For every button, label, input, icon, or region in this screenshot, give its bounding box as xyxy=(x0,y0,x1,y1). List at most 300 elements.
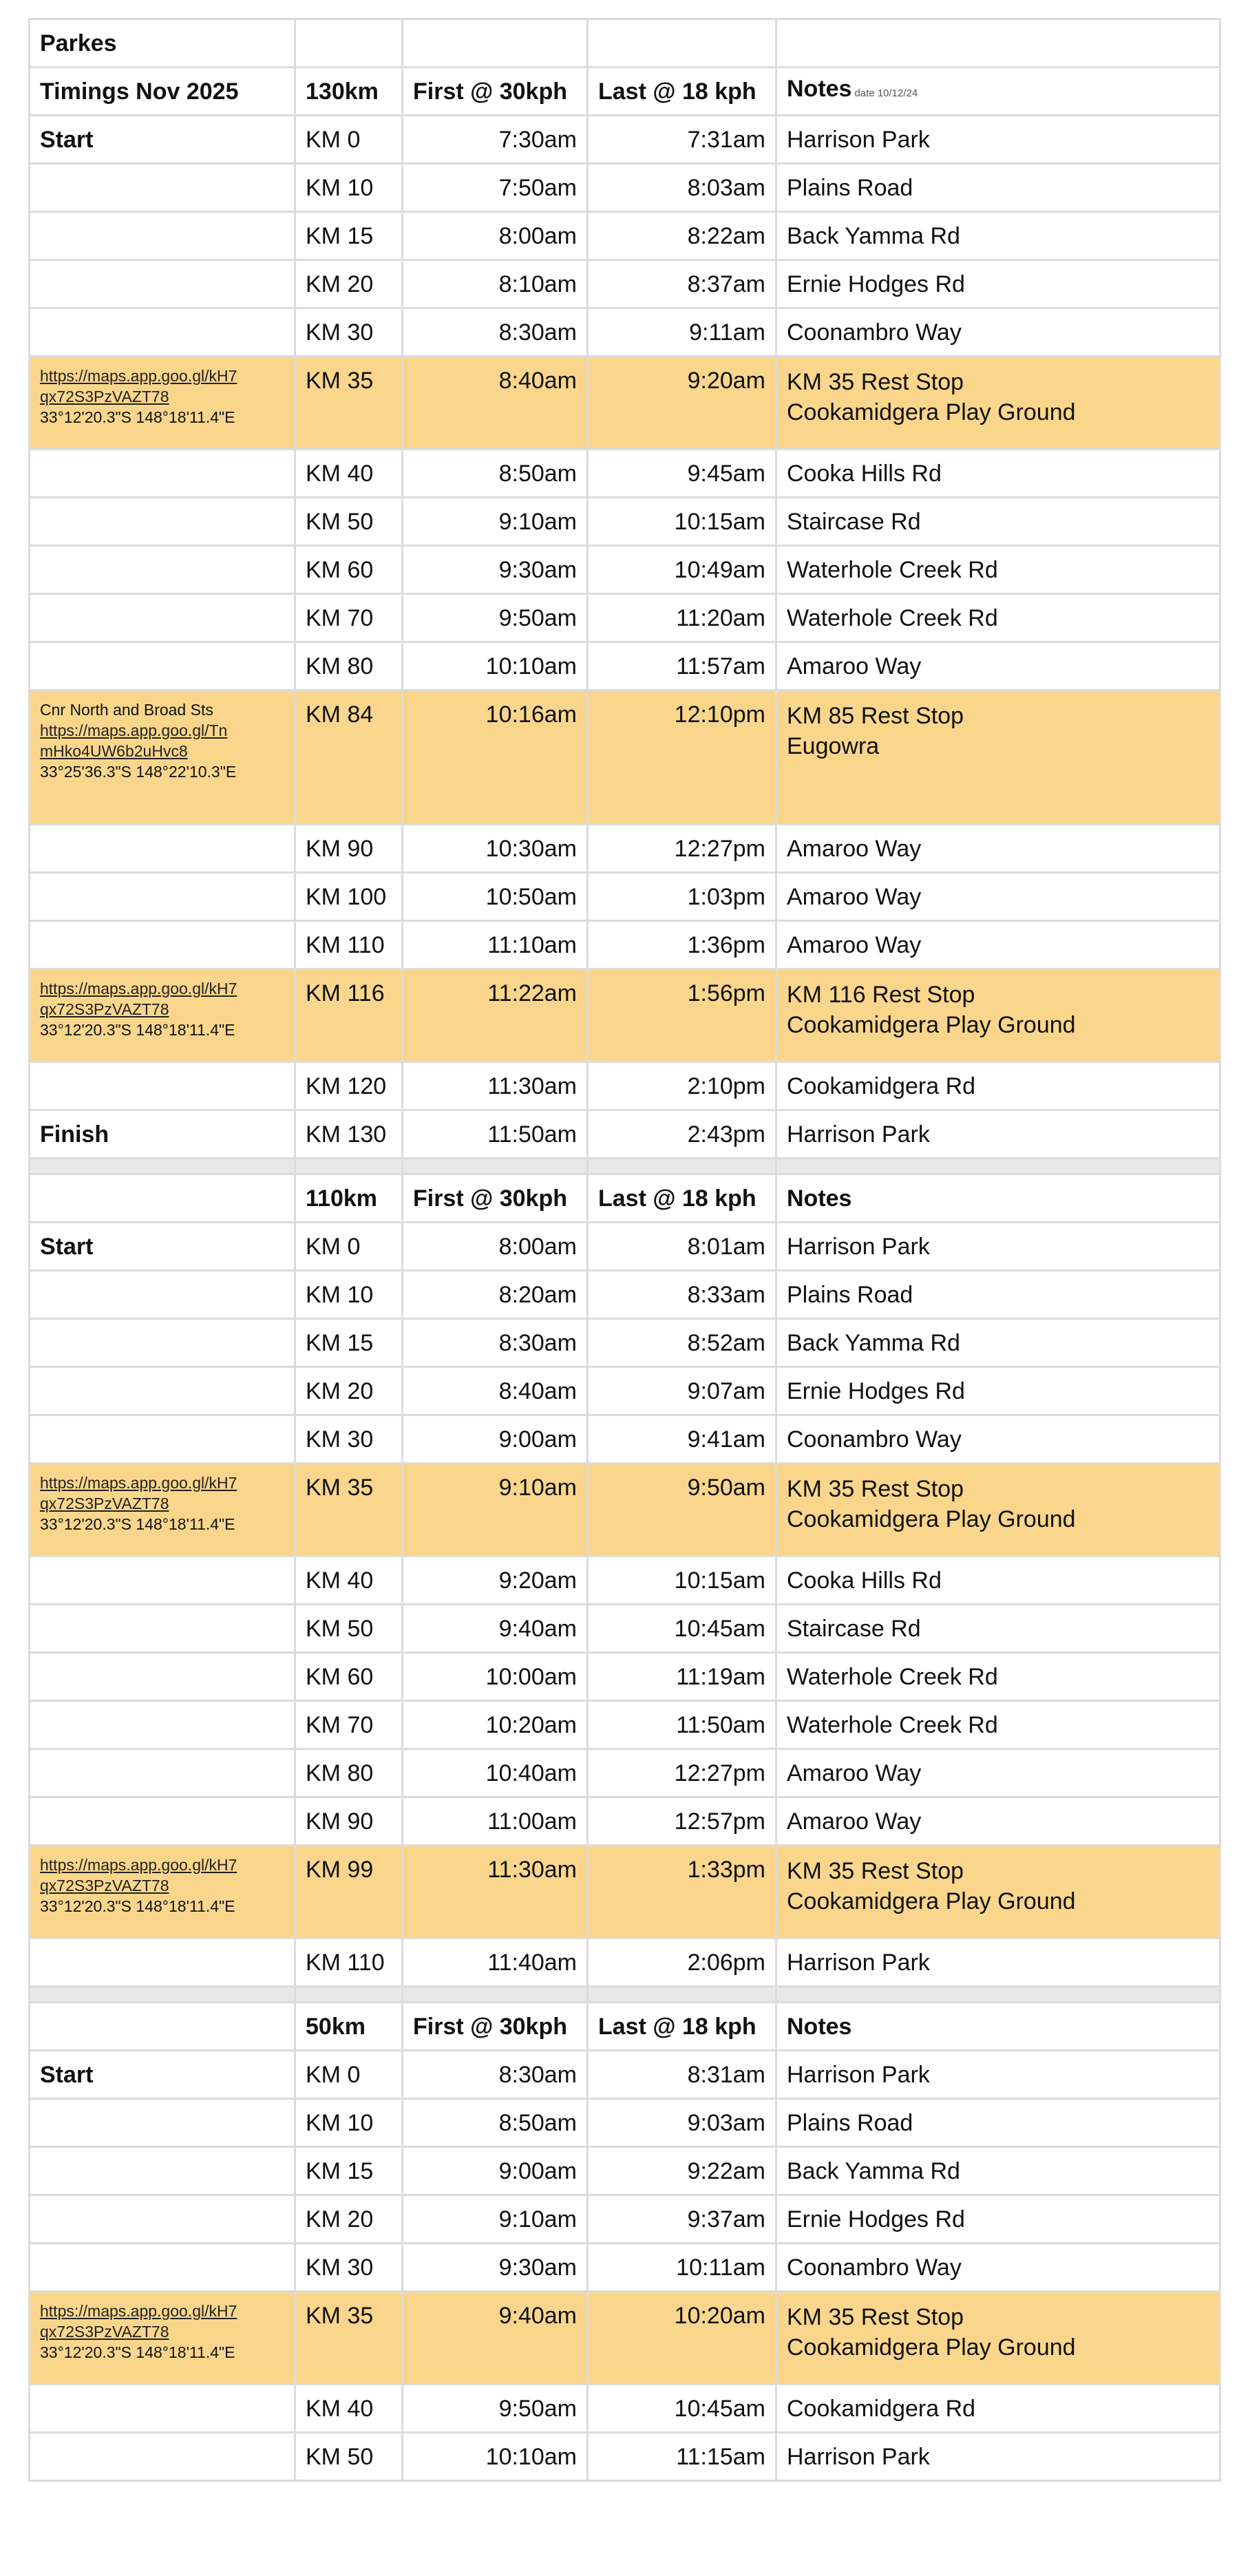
empty-cell[interactable] xyxy=(30,873,295,921)
last-time-cell[interactable]: 11:19am xyxy=(588,1653,776,1701)
notes-cell[interactable] xyxy=(776,1605,1220,1653)
notes-cell[interactable] xyxy=(776,2195,1220,2244)
note-line: Staircase Rd xyxy=(787,1615,921,1642)
location-block xyxy=(40,1472,284,1534)
notes-cell[interactable] xyxy=(776,2099,1220,2147)
location-cell[interactable] xyxy=(30,969,295,1062)
separator-cell xyxy=(403,1159,588,1174)
distance-header[interactable]: 110km xyxy=(295,1174,403,1223)
first-time-cell[interactable]: 8:30am xyxy=(403,308,588,357)
empty-cell[interactable] xyxy=(30,498,295,546)
empty-cell[interactable] xyxy=(30,1271,295,1319)
notes-cell[interactable] xyxy=(776,260,1220,308)
map-link[interactable]: https://maps.app.goo.gl/kH7qx72S3PzVAZT78 xyxy=(40,980,237,1018)
note-line: Harrison Park xyxy=(787,1233,930,1260)
notes-cell[interactable] xyxy=(776,308,1220,357)
checkpoint-row xyxy=(30,642,1220,690)
note-line: Cookamidgera Play Ground xyxy=(787,1012,1076,1038)
notes-cell[interactable] xyxy=(776,212,1220,260)
empty-cell[interactable] xyxy=(30,164,295,212)
notes-cell[interactable] xyxy=(776,1846,1220,1939)
notes-header[interactable] xyxy=(776,2003,1220,2051)
last-time-cell[interactable]: 10:15am xyxy=(588,498,776,546)
last-time-cell[interactable]: 11:20am xyxy=(588,594,776,642)
sheet-body xyxy=(30,19,1220,2481)
first-time-cell[interactable]: 8:50am xyxy=(403,2099,588,2147)
first-time-cell[interactable]: 9:00am xyxy=(403,1415,588,1464)
first-time-cell[interactable]: 11:30am xyxy=(403,1846,588,1939)
distance-header[interactable]: 50km xyxy=(295,2003,403,2051)
stage-label[interactable]: Start xyxy=(30,1223,295,1271)
note-line: Ernie Hodges Rd xyxy=(787,271,965,297)
empty-cell[interactable] xyxy=(30,260,295,308)
checkpoint-row xyxy=(30,1653,1220,1701)
last-time-cell[interactable]: 8:22am xyxy=(588,212,776,260)
km-cell[interactable]: KM 35 xyxy=(295,2292,403,2385)
empty-cell[interactable] xyxy=(30,921,295,969)
notes-cell[interactable] xyxy=(776,1367,1220,1415)
empty-cell[interactable] xyxy=(30,450,295,498)
sheet-subtitle[interactable]: Timings Nov 2025 xyxy=(30,67,295,116)
empty-cell[interactable] xyxy=(30,2244,295,2292)
empty-cell[interactable] xyxy=(30,2099,295,2147)
km-cell[interactable]: KM 30 xyxy=(295,2244,403,2292)
empty-cell[interactable] xyxy=(776,19,1220,67)
km-cell[interactable]: KM 90 xyxy=(295,825,403,873)
km-cell[interactable]: KM 15 xyxy=(295,212,403,260)
km-cell[interactable]: KM 90 xyxy=(295,1797,403,1846)
empty-cell[interactable] xyxy=(403,19,588,67)
first-time-cell[interactable]: 9:20am xyxy=(403,1556,588,1605)
notes-cell[interactable] xyxy=(776,1464,1220,1556)
first-time-cell[interactable]: 11:40am xyxy=(403,1939,588,1987)
empty-cell[interactable] xyxy=(30,1797,295,1846)
notes-cell[interactable] xyxy=(776,450,1220,498)
last-time-cell[interactable]: 8:37am xyxy=(588,260,776,308)
km-cell[interactable]: KM 70 xyxy=(295,1701,403,1749)
checkpoint-row xyxy=(30,1701,1220,1749)
km-cell[interactable]: KM 100 xyxy=(295,873,403,921)
empty-cell[interactable] xyxy=(30,546,295,594)
first-time-cell[interactable]: 8:10am xyxy=(403,260,588,308)
last-time-cell[interactable]: 11:15am xyxy=(588,2433,776,2481)
empty-cell[interactable] xyxy=(30,1556,295,1605)
last-time-cell[interactable]: 9:37am xyxy=(588,2195,776,2244)
last-time-header[interactable]: Last @ 18 kph xyxy=(588,2003,776,2051)
map-link[interactable]: https://maps.app.goo.gl/TnmHko4UW6b2uHvc8 xyxy=(40,721,228,760)
note-line: KM 35 Rest Stop xyxy=(787,1476,964,1502)
km-cell[interactable]: KM 30 xyxy=(295,1415,403,1464)
notes-cell[interactable] xyxy=(776,690,1220,825)
first-time-cell[interactable]: 10:30am xyxy=(403,825,588,873)
last-time-cell[interactable]: 7:31am xyxy=(588,116,776,164)
last-time-cell[interactable]: 9:07am xyxy=(588,1367,776,1415)
empty-cell[interactable] xyxy=(588,19,776,67)
notes-date: date 10/12/24 xyxy=(854,87,918,99)
first-time-cell[interactable]: 9:10am xyxy=(403,498,588,546)
location-cell[interactable] xyxy=(30,2292,295,2385)
location-block xyxy=(40,2301,284,2363)
notes-cell[interactable] xyxy=(776,1749,1220,1797)
last-time-cell[interactable]: 9:03am xyxy=(588,2099,776,2147)
notes-cell[interactable] xyxy=(776,1556,1220,1605)
map-link[interactable]: https://maps.app.goo.gl/kH7qx72S3PzVAZT78 xyxy=(40,367,237,405)
km-cell[interactable]: KM 110 xyxy=(295,1939,403,1987)
notes-cell[interactable] xyxy=(776,969,1220,1062)
note-line: Cookamidgera Play Ground xyxy=(787,399,1076,425)
km-cell[interactable]: KM 80 xyxy=(295,642,403,690)
notes-header[interactable] xyxy=(776,67,1220,116)
km-cell[interactable]: KM 99 xyxy=(295,1846,403,1939)
last-time-cell[interactable]: 10:45am xyxy=(588,1605,776,1653)
checkpoint-row xyxy=(30,450,1220,498)
km-cell[interactable]: KM 10 xyxy=(295,2099,403,2147)
notes-cell[interactable] xyxy=(776,2433,1220,2481)
first-time-cell[interactable]: 8:20am xyxy=(403,1271,588,1319)
notes-cell[interactable] xyxy=(776,2051,1220,2099)
empty-cell[interactable] xyxy=(30,1939,295,1987)
km-cell[interactable]: KM 50 xyxy=(295,2433,403,2481)
last-time-cell[interactable]: 8:01am xyxy=(588,1223,776,1271)
notes-cell[interactable] xyxy=(776,642,1220,690)
first-time-cell[interactable]: 8:00am xyxy=(403,212,588,260)
separator-cell xyxy=(30,1159,295,1174)
location-cell[interactable] xyxy=(30,690,295,825)
km-cell[interactable]: KM 116 xyxy=(295,969,403,1062)
notes-cell[interactable] xyxy=(776,1701,1220,1749)
empty-cell[interactable] xyxy=(30,1062,295,1110)
title-row xyxy=(30,19,1220,67)
checkpoint-row xyxy=(30,1605,1220,1653)
empty-cell[interactable] xyxy=(30,1415,295,1464)
note-line: Waterhole Creek Rd xyxy=(787,1711,998,1738)
notes-header-label: Notes xyxy=(787,76,852,102)
km-cell[interactable]: KM 10 xyxy=(295,1271,403,1319)
checkpoint-row xyxy=(30,1939,1220,1987)
note-line: Ernie Hodges Rd xyxy=(787,1377,965,1404)
first-time-cell[interactable]: 8:40am xyxy=(403,1367,588,1415)
first-time-cell[interactable]: 11:10am xyxy=(403,921,588,969)
last-time-cell[interactable]: 8:33am xyxy=(588,1271,776,1319)
note-line: Amaroo Way xyxy=(787,1808,922,1835)
empty-cell[interactable] xyxy=(30,2147,295,2195)
coordinates: 33°12'20.3"S 148°18'11.4"E xyxy=(40,2343,235,2361)
last-time-cell[interactable]: 12:27pm xyxy=(588,825,776,873)
last-time-cell[interactable]: 11:50am xyxy=(588,1701,776,1749)
last-time-cell[interactable]: 1:33pm xyxy=(588,1846,776,1939)
empty-cell[interactable] xyxy=(30,1319,295,1367)
empty-cell[interactable] xyxy=(30,2433,295,2481)
checkpoint-row xyxy=(30,1319,1220,1367)
notes-header-label: Notes xyxy=(787,1185,852,1212)
empty-cell[interactable] xyxy=(30,642,295,690)
km-cell[interactable]: KM 110 xyxy=(295,921,403,969)
km-cell[interactable]: KM 15 xyxy=(295,1319,403,1367)
notes-cell[interactable] xyxy=(776,357,1220,450)
km-cell[interactable]: KM 35 xyxy=(295,1464,403,1556)
checkpoint-row xyxy=(30,1110,1220,1159)
location-cell[interactable] xyxy=(30,1846,295,1939)
first-time-header[interactable]: First @ 30kph xyxy=(403,67,588,116)
first-time-cell[interactable]: 8:40am xyxy=(403,357,588,450)
last-time-cell[interactable]: 9:45am xyxy=(588,450,776,498)
location-name: Cnr North and Broad Sts xyxy=(40,701,213,719)
last-time-header[interactable]: Last @ 18 kph xyxy=(588,1174,776,1223)
last-time-cell[interactable]: 2:43pm xyxy=(588,1110,776,1159)
location-cell[interactable] xyxy=(30,1464,295,1556)
km-cell[interactable]: KM 40 xyxy=(295,1556,403,1605)
rest-stop-row xyxy=(30,690,1220,825)
notes-cell[interactable] xyxy=(776,164,1220,212)
last-time-cell[interactable]: 12:10pm xyxy=(588,690,776,825)
checkpoint-row xyxy=(30,594,1220,642)
first-time-cell[interactable]: 11:22am xyxy=(403,969,588,1062)
note-line: Plains Road xyxy=(787,174,913,201)
notes-cell[interactable] xyxy=(776,116,1220,164)
first-time-cell[interactable]: 9:40am xyxy=(403,2292,588,2385)
last-time-cell[interactable]: 8:03am xyxy=(588,164,776,212)
km-cell[interactable]: KM 35 xyxy=(295,357,403,450)
km-cell[interactable]: KM 130 xyxy=(295,1110,403,1159)
notes-cell[interactable] xyxy=(776,1062,1220,1110)
km-cell[interactable]: KM 20 xyxy=(295,2195,403,2244)
km-cell[interactable]: KM 30 xyxy=(295,308,403,357)
first-time-header[interactable]: First @ 30kph xyxy=(403,1174,588,1223)
last-time-cell[interactable]: 8:52am xyxy=(588,1319,776,1367)
note-line: Coonambro Way xyxy=(787,2254,962,2281)
last-time-cell[interactable]: 9:11am xyxy=(588,308,776,357)
coordinates: 33°12'20.3"S 148°18'11.4"E xyxy=(40,408,235,426)
last-time-cell[interactable]: 9:20am xyxy=(588,357,776,450)
km-cell[interactable]: KM 40 xyxy=(295,2385,403,2433)
first-time-cell[interactable]: 9:50am xyxy=(403,2385,588,2433)
checkpoint-row xyxy=(30,825,1220,873)
section-header-row xyxy=(30,67,1220,116)
checkpoint-row xyxy=(30,1271,1220,1319)
last-time-cell[interactable]: 12:57pm xyxy=(588,1797,776,1846)
section-separator-row xyxy=(30,1987,1220,2003)
checkpoint-row xyxy=(30,2099,1220,2147)
empty-cell[interactable] xyxy=(30,2385,295,2433)
notes-cell[interactable] xyxy=(776,1653,1220,1701)
note-line: Amaroo Way xyxy=(787,883,922,910)
note-line: Cookamidgera Play Ground xyxy=(787,1506,1076,1532)
notes-cell[interactable] xyxy=(776,1319,1220,1367)
map-link[interactable]: https://maps.app.goo.gl/kH7qx72S3PzVAZT78 xyxy=(40,1474,237,1512)
notes-cell[interactable] xyxy=(776,2244,1220,2292)
km-cell[interactable]: KM 0 xyxy=(295,1223,403,1271)
first-time-cell[interactable]: 10:20am xyxy=(403,1701,588,1749)
last-time-cell[interactable]: 8:31am xyxy=(588,2051,776,2099)
empty-cell[interactable] xyxy=(30,1174,295,1223)
note-line: Waterhole Creek Rd xyxy=(787,604,998,631)
km-cell[interactable]: KM 0 xyxy=(295,2051,403,2099)
note-line: Amaroo Way xyxy=(787,653,922,679)
empty-cell[interactable] xyxy=(30,1653,295,1701)
note-line: Cookamidgera Play Ground xyxy=(787,1888,1076,1914)
last-time-cell[interactable]: 1:03pm xyxy=(588,873,776,921)
empty-cell[interactable] xyxy=(30,2195,295,2244)
last-time-cell[interactable]: 2:06pm xyxy=(588,1939,776,1987)
first-time-cell[interactable]: 8:50am xyxy=(403,450,588,498)
notes-cell[interactable] xyxy=(776,2292,1220,2385)
distance-header[interactable]: 130km xyxy=(295,67,403,116)
first-time-cell[interactable]: 9:00am xyxy=(403,2147,588,2195)
checkpoint-row xyxy=(30,308,1220,357)
note-line: Back Yamma Rd xyxy=(787,2157,960,2184)
empty-cell[interactable] xyxy=(30,1749,295,1797)
map-link[interactable]: https://maps.app.goo.gl/kH7qx72S3PzVAZT78 xyxy=(40,1856,237,1894)
separator-cell xyxy=(588,1987,776,2003)
first-time-cell[interactable]: 9:30am xyxy=(403,546,588,594)
first-time-cell[interactable]: 10:10am xyxy=(403,2433,588,2481)
km-cell[interactable]: KM 0 xyxy=(295,116,403,164)
separator-cell xyxy=(30,1987,295,2003)
checkpoint-row xyxy=(30,1556,1220,1605)
last-time-cell[interactable]: 1:56pm xyxy=(588,969,776,1062)
last-time-cell[interactable]: 1:36pm xyxy=(588,921,776,969)
notes-cell[interactable] xyxy=(776,873,1220,921)
checkpoint-row xyxy=(30,2244,1220,2292)
last-time-cell[interactable]: 11:57am xyxy=(588,642,776,690)
last-time-cell[interactable]: 2:10pm xyxy=(588,1062,776,1110)
km-cell[interactable]: KM 40 xyxy=(295,450,403,498)
first-time-cell[interactable]: 10:40am xyxy=(403,1749,588,1797)
checkpoint-row xyxy=(30,212,1220,260)
location-block xyxy=(40,366,284,427)
last-time-cell[interactable]: 10:11am xyxy=(588,2244,776,2292)
last-time-cell[interactable]: 9:50am xyxy=(588,1464,776,1556)
empty-cell[interactable] xyxy=(30,594,295,642)
note-line: Plains Road xyxy=(787,1281,913,1308)
first-time-cell[interactable]: 9:50am xyxy=(403,594,588,642)
stage-label[interactable]: Start xyxy=(30,2051,295,2099)
first-time-cell[interactable]: 10:00am xyxy=(403,1653,588,1701)
last-time-cell[interactable]: 12:27pm xyxy=(588,1749,776,1797)
first-time-cell[interactable]: 9:10am xyxy=(403,2195,588,2244)
coordinates: 33°12'20.3"S 148°18'11.4"E xyxy=(40,1021,235,1039)
km-cell[interactable]: KM 84 xyxy=(295,690,403,825)
note-line: Harrison Park xyxy=(787,126,930,153)
note-line: Cooka Hills Rd xyxy=(787,460,942,487)
notes-cell[interactable] xyxy=(776,1415,1220,1464)
first-time-cell[interactable]: 8:00am xyxy=(403,1223,588,1271)
separator-cell xyxy=(776,1987,1220,2003)
last-time-cell[interactable]: 10:49am xyxy=(588,546,776,594)
map-link[interactable]: https://maps.app.goo.gl/kH7qx72S3PzVAZT78 xyxy=(40,2302,237,2341)
first-time-cell[interactable]: 11:50am xyxy=(403,1110,588,1159)
last-time-cell[interactable]: 10:45am xyxy=(588,2385,776,2433)
km-cell[interactable]: KM 70 xyxy=(295,594,403,642)
note-line: Harrison Park xyxy=(787,2443,930,2470)
last-time-cell[interactable]: 9:41am xyxy=(588,1415,776,1464)
notes-cell[interactable] xyxy=(776,1223,1220,1271)
first-time-cell[interactable]: 7:30am xyxy=(403,116,588,164)
notes-cell[interactable] xyxy=(776,2385,1220,2433)
first-time-cell[interactable]: 8:30am xyxy=(403,1319,588,1367)
empty-cell[interactable] xyxy=(30,1605,295,1653)
first-time-cell[interactable]: 9:10am xyxy=(403,1464,588,1556)
note-line: Back Yamma Rd xyxy=(787,1329,960,1356)
notes-cell[interactable] xyxy=(776,1797,1220,1846)
empty-cell[interactable] xyxy=(30,1701,295,1749)
checkpoint-row xyxy=(30,921,1220,969)
notes-cell[interactable] xyxy=(776,825,1220,873)
location-cell[interactable] xyxy=(30,357,295,450)
empty-cell[interactable] xyxy=(295,19,403,67)
checkpoint-row xyxy=(30,546,1220,594)
km-cell[interactable]: KM 60 xyxy=(295,546,403,594)
km-cell[interactable]: KM 50 xyxy=(295,498,403,546)
note-line: Waterhole Creek Rd xyxy=(787,1663,998,1690)
empty-cell[interactable] xyxy=(30,1367,295,1415)
note-line: KM 116 Rest Stop xyxy=(787,982,975,1008)
last-time-cell[interactable]: 10:15am xyxy=(588,1556,776,1605)
separator-cell xyxy=(403,1987,588,2003)
notes-cell[interactable] xyxy=(776,2147,1220,2195)
empty-cell[interactable] xyxy=(30,825,295,873)
first-time-cell[interactable]: 11:00am xyxy=(403,1797,588,1846)
notes-cell[interactable] xyxy=(776,594,1220,642)
note-line: Cookamidgera Play Ground xyxy=(787,2334,1076,2361)
first-time-header[interactable]: First @ 30kph xyxy=(403,2003,588,2051)
first-time-cell[interactable]: 9:30am xyxy=(403,2244,588,2292)
km-cell[interactable]: KM 120 xyxy=(295,1062,403,1110)
first-time-cell[interactable]: 11:30am xyxy=(403,1062,588,1110)
km-cell[interactable]: KM 20 xyxy=(295,1367,403,1415)
note-line: Ernie Hodges Rd xyxy=(787,2206,965,2232)
last-time-cell[interactable]: 9:22am xyxy=(588,2147,776,2195)
first-time-cell[interactable]: 10:16am xyxy=(403,690,588,825)
notes-cell[interactable] xyxy=(776,921,1220,969)
note-line: Cooka Hills Rd xyxy=(787,1567,942,1594)
empty-cell[interactable] xyxy=(30,308,295,357)
first-time-cell[interactable]: 10:10am xyxy=(403,642,588,690)
km-cell[interactable]: KM 80 xyxy=(295,1749,403,1797)
last-time-header[interactable]: Last @ 18 kph xyxy=(588,67,776,116)
notes-header[interactable] xyxy=(776,1174,1220,1223)
first-time-cell[interactable]: 7:50am xyxy=(403,164,588,212)
km-cell[interactable]: KM 50 xyxy=(295,1605,403,1653)
rest-stop-row xyxy=(30,2292,1220,2385)
stage-label[interactable]: Finish xyxy=(30,1110,295,1159)
note-line: Cookamidgera Rd xyxy=(787,1073,976,1099)
first-time-cell[interactable]: 8:30am xyxy=(403,2051,588,2099)
notes-cell[interactable] xyxy=(776,1939,1220,1987)
km-cell[interactable]: KM 20 xyxy=(295,260,403,308)
section-header-row xyxy=(30,1174,1220,1223)
checkpoint-row xyxy=(30,1415,1220,1464)
last-time-cell[interactable]: 10:20am xyxy=(588,2292,776,2385)
checkpoint-row xyxy=(30,164,1220,212)
location-block xyxy=(40,1855,284,1917)
notes-cell[interactable] xyxy=(776,1110,1220,1159)
sheet-title[interactable]: Parkes xyxy=(30,19,295,67)
empty-cell[interactable] xyxy=(30,2003,295,2051)
notes-cell[interactable] xyxy=(776,498,1220,546)
km-cell[interactable]: KM 60 xyxy=(295,1653,403,1701)
km-cell[interactable]: KM 10 xyxy=(295,164,403,212)
stage-label[interactable]: Start xyxy=(30,116,295,164)
notes-cell[interactable] xyxy=(776,1271,1220,1319)
checkpoint-row xyxy=(30,1062,1220,1110)
first-time-cell[interactable]: 10:50am xyxy=(403,873,588,921)
km-cell[interactable]: KM 15 xyxy=(295,2147,403,2195)
first-time-cell[interactable]: 9:40am xyxy=(403,1605,588,1653)
separator-cell xyxy=(776,1159,1220,1174)
empty-cell[interactable] xyxy=(30,212,295,260)
notes-cell[interactable] xyxy=(776,546,1220,594)
